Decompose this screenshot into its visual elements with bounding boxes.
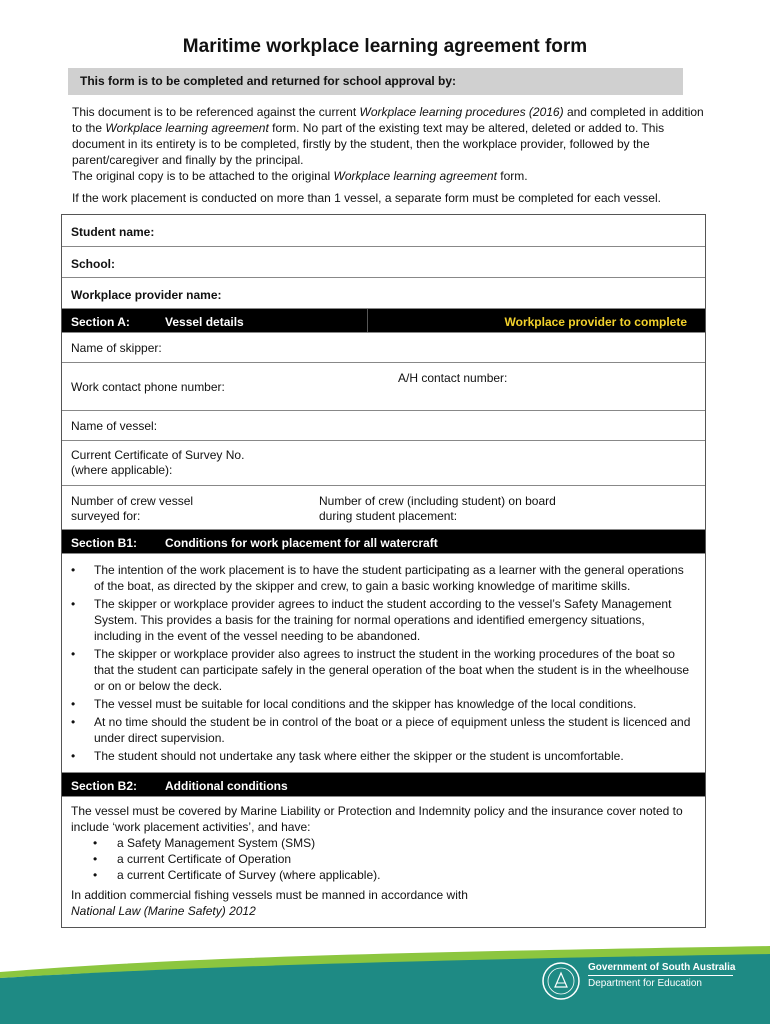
bullet-icon: • [93,852,98,866]
section-a-responsibility: Workplace provider to complete [504,315,687,329]
law-reference: National Law (Marine Safety) 2012 [71,904,256,918]
department-name: Department for Education [588,978,702,989]
crew-surveyed-label: Number of crew vessel surveyed for: [71,494,194,523]
section-b2-header [62,772,705,796]
intro-text-segment: and completed in addition to the [72,105,704,135]
provider-name-field[interactable] [62,277,705,308]
section-b1-name: Conditions for work placement for all watercraft [165,536,438,550]
section-b1-header [62,529,705,553]
condition-text: The skipper or workplace provider also agrees to instruct the student in the working procedures of the boat so that the student can participate safely in the general operation of the boat when the student is in the wheelhouse or on or below the deck. [94,647,690,693]
requirement-text: a current Certificate of Operation [117,852,292,866]
student-name-field[interactable] [62,215,705,246]
government-name: Government of South Australia [588,962,736,973]
bullet-icon: • [71,697,76,711]
condition-text: The intention of the work placement is to have the student participating as a learner with the general operations of the boat, as directed by the skipper and crew, to gain a basic working knowledge of maritime skills. [94,563,684,593]
section-b2-code: Section B2: [71,779,138,793]
intro-text-segment: The original copy is to be attached to the original [72,169,334,183]
provider-name-label: Workplace provider name: [71,288,222,302]
section-a-code: Section A: [71,315,130,329]
intro-text-segment: This document is to be referenced against the current [72,105,360,119]
government-crest-icon [541,961,581,1001]
list-item [71,851,693,867]
intro-text [72,104,717,206]
bullet-icon: • [93,868,98,882]
fishing-vessel-text: In addition commercial fishing vessels must be manned in accordance with [71,888,468,902]
condition-text: The student should not undertake any task where either the skipper or the student is uncomfortable. [94,749,624,763]
bullet-icon: • [71,749,76,763]
skipper-name-label: Name of skipper: [71,341,162,355]
crew-row [62,485,705,529]
additional-conditions [62,796,705,927]
footer-divider [588,975,733,976]
list-item [71,596,693,644]
contact-phone-row [62,362,705,410]
conditions-list [62,553,705,772]
condition-text: At no time should the student be in control of the boat or a piece of equipment unless the student is licenced and under direct supervision. [94,715,691,745]
list-item [71,646,693,694]
work-phone-label: Work contact phone number: [71,380,225,394]
agreement-reference: Workplace learning agreement [333,169,497,183]
list-item [71,748,693,764]
agreement-reference: Workplace learning agreement [105,121,269,135]
requirement-text: a current Certificate of Survey (where applicable). [117,868,381,882]
intro-paragraph-2: If the work placement is conducted on more than 1 vessel, a separate form must be completed for each vessel. [72,191,661,205]
intro-text-segment: form. No part of the existing text may be altered, deleted or added to. This document in its entirety is to be completed, firstly by the student, then the workplace provider, followed by the parent/caregiver and finally by the principal. [72,121,665,167]
section-a-name: Vessel details [165,315,244,329]
school-field[interactable] [62,246,705,277]
bullet-icon: • [71,563,76,577]
condition-text: The skipper or workplace provider agrees to induct the student according to the vessel’s Safety Management System. This provides a basis for the training for normal operations and identified emergency situations, including in the event of the vessel needing to be abandoned. [94,597,672,643]
school-label: School: [71,257,115,271]
agreement-form [61,214,706,928]
intro-text-segment: form. [496,169,528,183]
bullet-icon: • [71,647,76,661]
certificate-field[interactable] [62,440,705,485]
bullet-icon: • [93,836,98,850]
submission-banner: This form is to be completed and returned for school approval by: [68,68,683,95]
intro-paragraph-1 [72,104,717,184]
bullet-icon: • [71,597,76,611]
list-item [71,867,693,883]
list-item [71,562,693,594]
ah-contact-label: A/H contact number: [398,371,508,385]
certificate-label: Current Certificate of Survey No. (where applicable): [71,448,245,477]
section-b2-name: Additional conditions [165,779,288,793]
section-a-divider [367,309,368,333]
page-title: Maritime workplace learning agreement form [182,36,588,57]
list-item [71,835,693,851]
skipper-name-field[interactable] [62,332,705,362]
student-name-label: Student name: [71,225,155,239]
list-item [71,696,693,712]
bullet-icon: • [71,715,76,729]
vessel-name-label: Name of vessel: [71,419,158,433]
crew-on-board-label: Number of crew (including student) on board during student placement: [319,494,556,523]
vessel-name-field[interactable] [62,410,705,440]
condition-text: The vessel must be suitable for local conditions and the skipper has knowledge of the local conditions. [94,697,637,711]
insurance-text: The vessel must be covered by Marine Liability or Protection and Indemnity policy and the insurance cover noted to include ‘work placement activities’, and have: [71,804,683,834]
requirement-text: a Safety Management System (SMS) [117,836,316,850]
section-b1-code: Section B1: [71,536,138,550]
list-item [71,714,693,746]
procedures-reference: Workplace learning procedures (2016) [359,105,564,119]
section-a-header [62,308,705,332]
